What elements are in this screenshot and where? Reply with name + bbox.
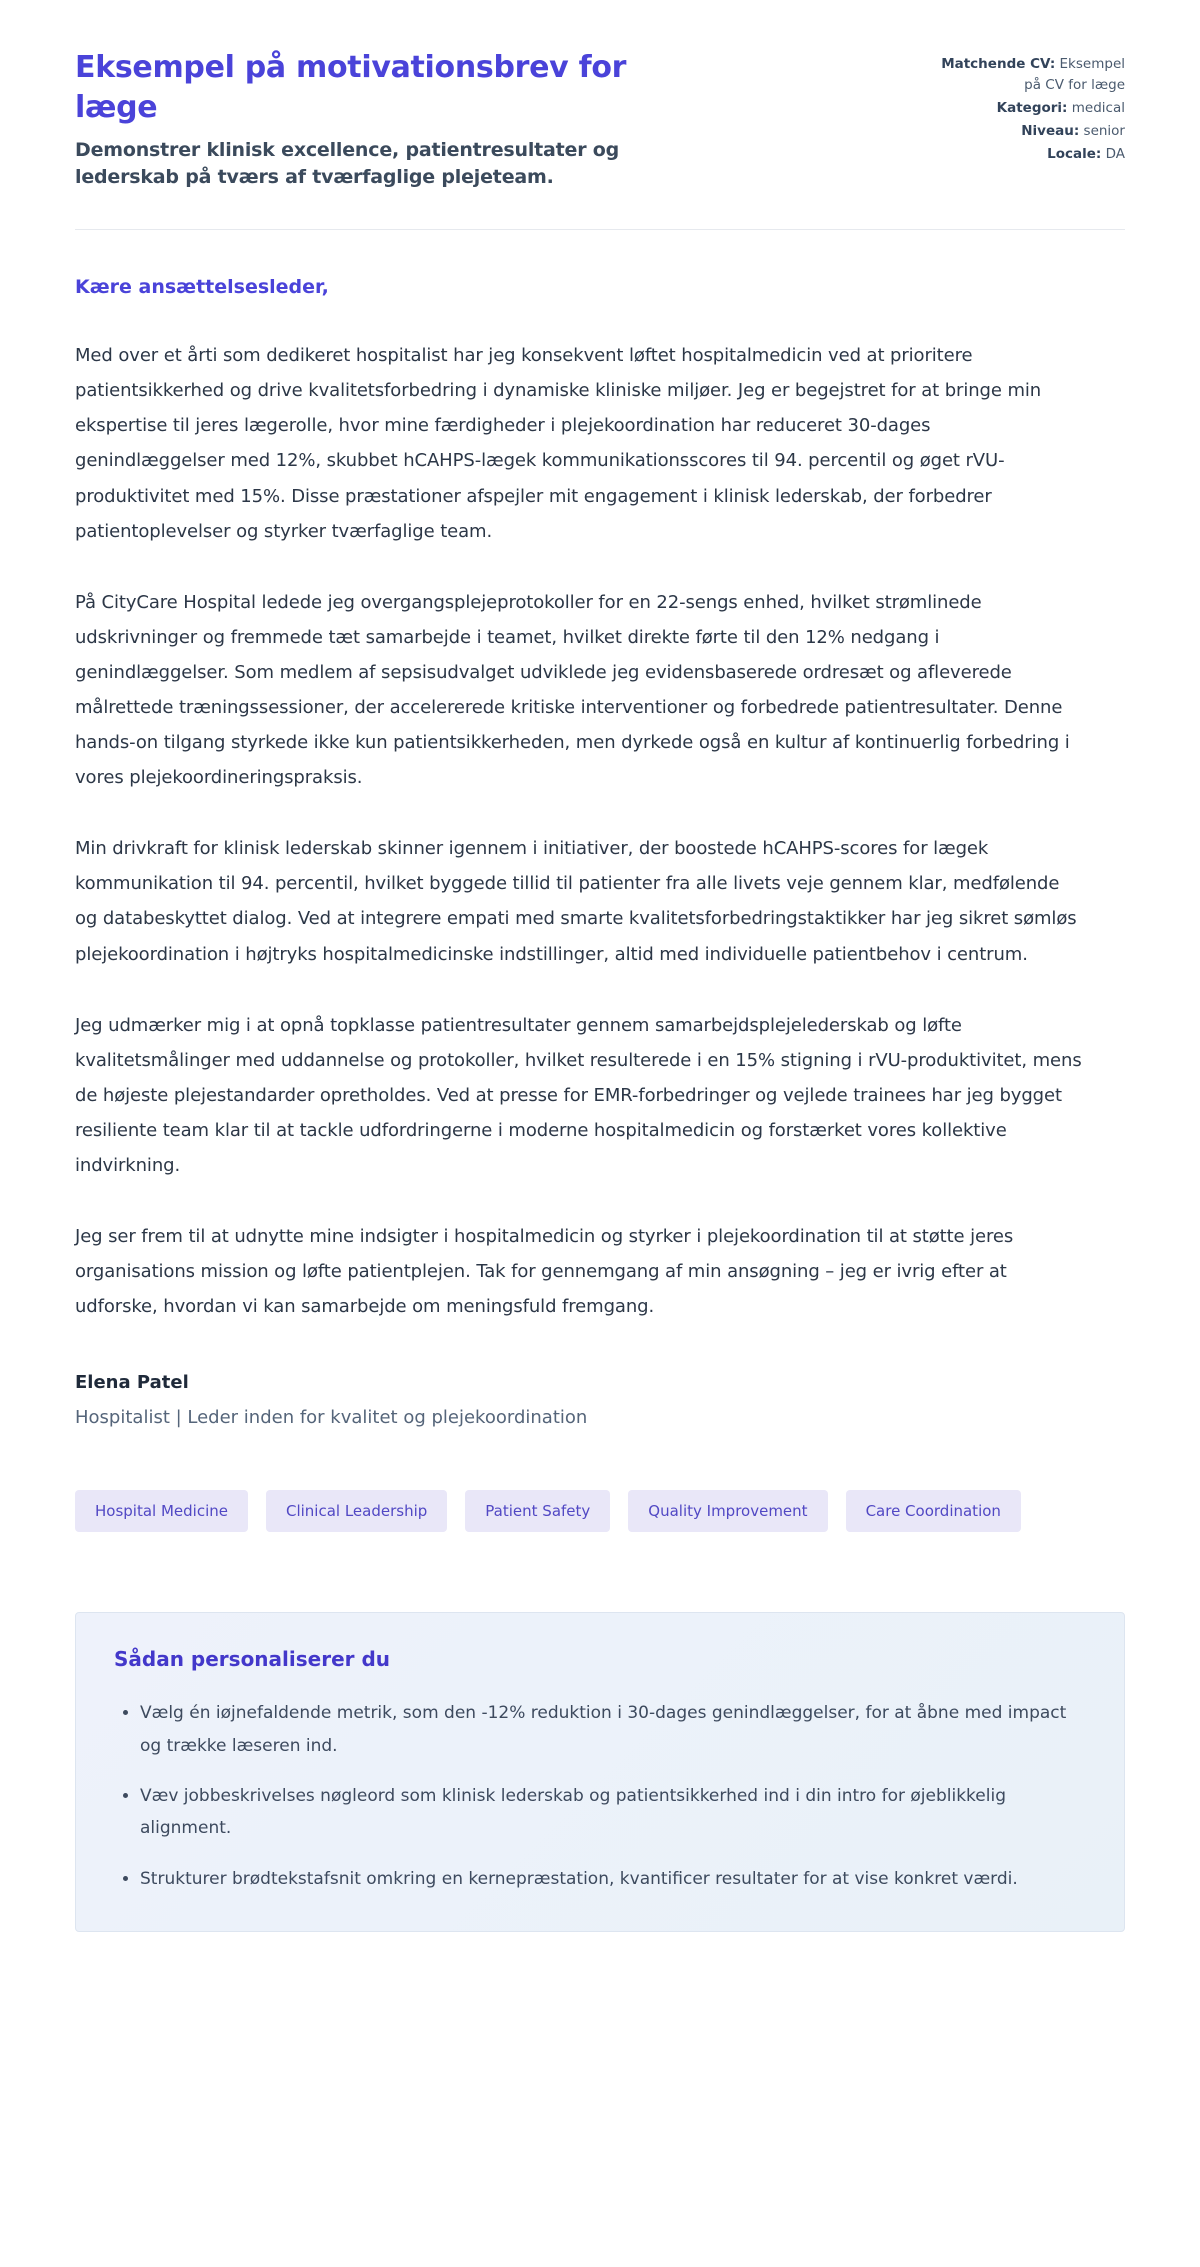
document-meta — [940, 48, 1125, 167]
letter-paragraph-3: Min drivkraft for klinisk lederskab skinner igennem i initiativer, der boostede hCAHPS-scores for lægek kommunikation til 94. percentil, hvilket byggede tillid til patienter fra alle livets veje gennem klar, medfølende og databeskyttet dialog. Ved at integrere empati med smarte kvalitetsforbedringstaktikker har jeg sikret sømløs plejekoordination i højtryks hospitalmedicinske indstillinger, altid med individuelle patientbehov i centrum. — [75, 838, 1077, 965]
header-divider — [75, 229, 1125, 230]
meta-locale-value: DA — [1105, 145, 1125, 162]
cover-letter-page — [75, 0, 1125, 2012]
tip-item-2: • Væv jobbeskrivelses nøgleord som klinisk lederskab og patientsikkerhed ind i din intro for øjeblikkelig alignment. — [140, 1780, 1086, 1845]
tip-item-1: • Vælg én iøjnefaldende metrik, som den -12% reduktion i 30-dages genindlæggelser, for at åbne med impact og trække læseren ind. — [140, 1697, 1086, 1762]
signature-name: Elena Patel — [75, 1372, 189, 1394]
meta-locale — [940, 144, 1125, 165]
meta-category-label: Kategori: — [996, 99, 1068, 116]
tag-care-coordination: Care Coordination — [846, 1490, 1021, 1532]
letter-paragraph-1: Med over et årti som dedikeret hospitalist har jeg konsekvent løftet hospitalmedicin ved at prioritere patientsikkerhed og drive kvalitetsforbedring i dynamiske kliniske miljøer. Jeg er begejstret for at bringe min ekspertise til jeres lægerolle, hvor mine færdigheder i plejekoordination har reduceret 30-dages genindlæggelser med 12%, skubbet hCAHPS-lægek kommunikationsscores til 94. percentil og øget rVU-produktivitet med 15%. Disse præstationer afspejler mit engagement i klinisk lederskab, der forbedrer patientoplevelser og styrker tværfaglige team. — [75, 345, 1042, 542]
letter-greeting: Kære ansættelsesleder, — [75, 276, 329, 299]
tips-heading: Sådan personaliserer du — [114, 1647, 391, 1672]
letter-signature — [75, 1372, 1125, 1428]
letter-body — [75, 276, 1125, 1428]
page-subtitle: Demonstrer klinisk excellence, patientresultater og lederskab på tværs af tværfaglige plejeteam. — [75, 139, 620, 189]
meta-level-value: senior — [1083, 122, 1125, 139]
meta-matching-cv-value: Eksempel på CV for læge — [1024, 56, 1125, 93]
keyword-tags — [75, 1490, 1125, 1532]
letter-paragraph-2: På CityCare Hospital ledede jeg overgangsplejeprotokoller for en 22-sengs enhed, hvilket strømlinede udskrivninger og fremmede tæt samarbejde i teamet, hvilket direkte førte til den 12% nedgang i genindlæggelser. Som medlem af sepsisudvalget udviklede jeg evidensbaserede ordresæt og afleverede målrettede træningssessioner, der accelererede kritiske interventioner og forbedrede patientresultater. Denne hands-on tilgang styrkede ikke kun patientsikkerheden, men dyrkede også en kultur af kontinuerlig forbedring i vores plejekoordineringspraksis. — [75, 591, 1070, 789]
meta-level-label: Niveau: — [1021, 122, 1080, 139]
meta-level — [940, 121, 1125, 142]
tip-item-3: • Strukturer brødtekstafsnit omkring en kernepræstation, kvantificer resultater for at vise konkret værdi. — [140, 1863, 1086, 1895]
header-title-block — [75, 48, 695, 191]
meta-matching-cv-label: Matchende CV: — [941, 56, 1056, 72]
meta-matching-cv — [940, 54, 1125, 96]
meta-locale-label: Locale: — [1047, 145, 1102, 162]
page-title: Eksempel på motivationsbrev for læge — [75, 50, 627, 125]
meta-category — [940, 98, 1125, 119]
tag-patient-safety: Patient Safety — [465, 1490, 610, 1532]
page-header — [75, 48, 1125, 191]
tag-clinical-leadership: Clinical Leadership — [266, 1490, 447, 1532]
letter-paragraph-4: Jeg udmærker mig i at opnå topklasse patientresultater gennem samarbejdsplejelederskab og løfte kvalitetsmålinger med uddannelse og protokoller, hvilket resulterede i en 15% stigning i rVU-produktivitet, mens de højeste plejestandarder opretholdes. Ved at presse for EMR-forbedringer og vejlede trainees har jeg bygget resiliente team klar til at tackle udfordringerne i moderne hospitalmedicin og forstærket vores kollektive indvirkning. — [75, 1014, 1082, 1176]
tips-list — [114, 1697, 1086, 1894]
signature-role: Hospitalist | Leder inden for kvalitet og plejekoordination — [75, 1407, 588, 1429]
meta-category-value: medical — [1071, 99, 1125, 116]
tag-quality-improvement: Quality Improvement — [628, 1490, 827, 1532]
personalization-tips-box — [75, 1612, 1125, 1931]
letter-paragraph-5: Jeg ser frem til at udnytte mine indsigter i hospitalmedicin og styrker i plejekoordination til at støtte jeres organisations mission og løfte patientplejen. Tak for gennemgang af min ansøgning – jeg er ivrig efter at udforske, hvordan vi kan samarbejde om meningsfuld fremgang. — [75, 1226, 1014, 1318]
tag-hospital-medicine: Hospital Medicine — [75, 1490, 248, 1532]
